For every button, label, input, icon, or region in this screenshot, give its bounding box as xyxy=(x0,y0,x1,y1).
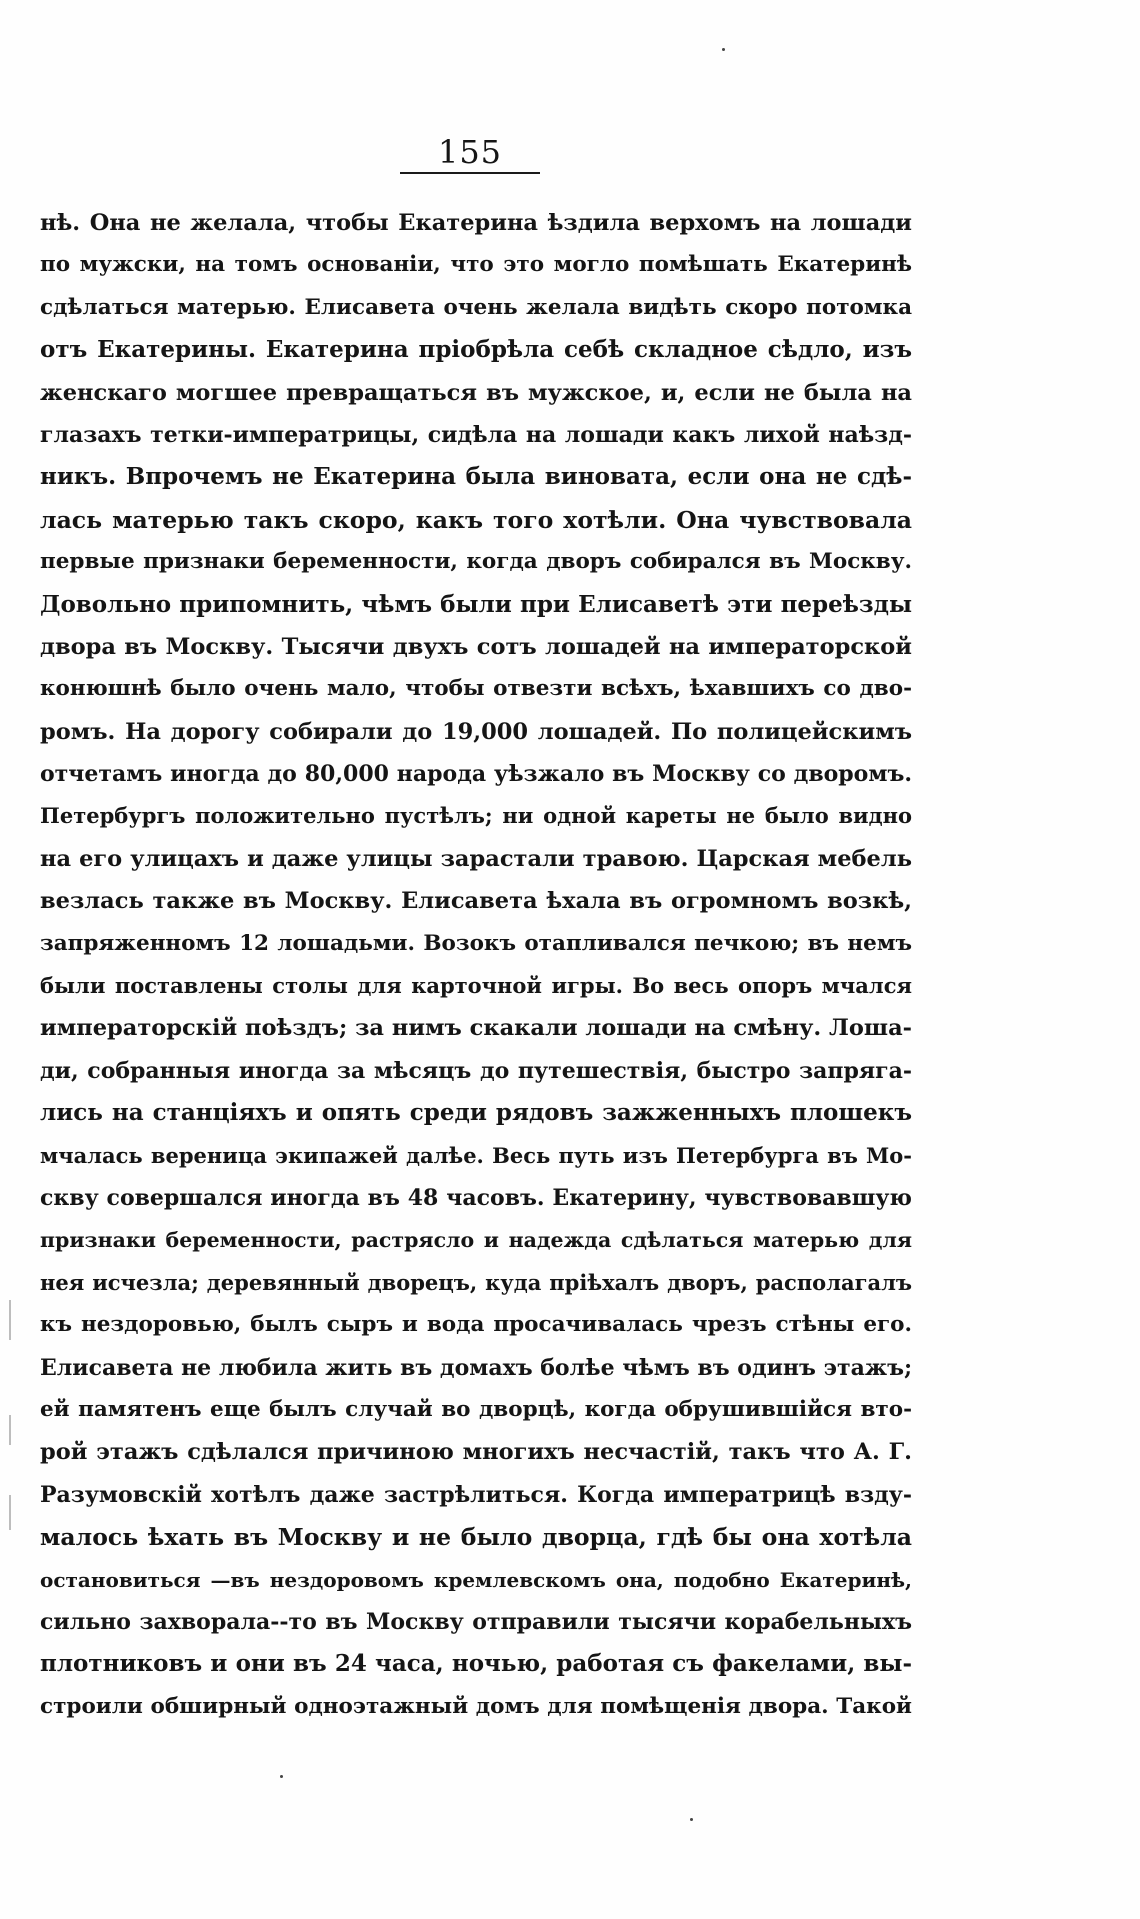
text-line: сдѣлаться матерью. Елисавета очень желала видѣть скоро потомка xyxy=(40,294,912,320)
body-text xyxy=(40,202,912,1728)
text-line: плотниковъ и они въ 24 часа, ночью, работая съ факелами, вы- xyxy=(40,1650,912,1678)
text-line: нея исчезла; деревянный дворецъ, куда пріѣхалъ дворъ, располагалъ xyxy=(40,1269,912,1295)
text-line: Петербургъ положительно пустѣлъ; ни одной кареты не было видно xyxy=(40,803,912,829)
text-line: отчетамъ иногда до 80,000 народа уѣзжало въ Москву со дворомъ. xyxy=(40,761,912,788)
text-line: остановиться —въ нездоровомъ кремлевскомъ она, подобно Екатеринѣ, xyxy=(40,1567,912,1592)
text-line: мчалась вереница экипажей далѣе. Весь путь изъ Петербурга въ Мо- xyxy=(40,1142,912,1168)
text-line: Елисавета не любила жить въ домахъ болѣе чѣмъ въ одинъ этажъ; xyxy=(40,1354,913,1381)
text-line: къ нездоровью, былъ сыръ и вода просачивалась чрезъ стѣны его. xyxy=(40,1312,912,1338)
text-line: никъ. Впрочемъ не Екатерина была виновата, если она не сдѣ- xyxy=(40,463,912,491)
text-line: конюшнѣ было очень мало, чтобы отвезти всѣхъ, ѣхавшихъ со дво- xyxy=(40,676,912,702)
text-line: глазахъ тетки-императрицы, сидѣла на лошади какъ лихой наѣзд- xyxy=(40,421,912,448)
text-line: первые признаки беременности, когда дворъ собирался въ Москву. xyxy=(40,549,912,575)
text-line: лись на станціяхъ и опять среди рядовъ зажженныхъ плошекъ xyxy=(40,1099,912,1127)
scan-speck xyxy=(280,1775,283,1778)
text-line: рой этажъ сдѣлался причиною многихъ несчастій, такъ что А. Г. xyxy=(40,1439,912,1466)
text-line: были поставлены столы для карточной игры. Во весь опоръ мчался xyxy=(40,973,912,999)
text-line: ей памятенъ еще былъ случай во дворцѣ, когда обрушившійся вто- xyxy=(40,1396,912,1422)
text-line: ромъ. На дорогу собирали до 19,000 лошадей. По полицейскимъ xyxy=(40,718,912,745)
page-number: 155 xyxy=(437,133,503,171)
text-line: скву совершался иногда въ 48 часовъ. Екатерину, чувствовавшую xyxy=(40,1184,912,1211)
text-line: запряженномъ 12 лошадьми. Возокъ отапливался печкою; въ немъ xyxy=(40,930,912,956)
text-line: ди, собранныя иногда за мѣсяцъ до путешествія, быстро запряга- xyxy=(40,1057,912,1084)
scan-margin-mark xyxy=(9,1415,11,1445)
text-line: малось ѣхать въ Москву и не было дворца, гдѣ бы она хотѣла xyxy=(40,1523,912,1552)
text-line: сильно захворала--то въ Москву отправили тысячи корабельныхъ xyxy=(40,1608,912,1635)
text-line: признаки беременности, растрясло и надежда сдѣлаться матерью для xyxy=(40,1228,912,1253)
text-line: императорскій поѣздъ; за нимъ скакали лошади на смѣну. Лоша- xyxy=(40,1015,913,1042)
text-line: по мужски, на томъ основаніи, что это могло помѣшать Екатеринѣ xyxy=(40,252,912,278)
text-line: лась матерью такъ скоро, какъ того хотѣли. Она чувствовала xyxy=(40,505,912,534)
scan-margin-mark xyxy=(9,1495,11,1530)
text-line: отъ Екатерины. Екатерина пріобрѣла себѣ складное сѣдло, изъ xyxy=(40,336,912,364)
text-line: строили обширный одноэтажный домъ для помѣщенія двора. Такой xyxy=(40,1693,912,1719)
scan-margin-mark xyxy=(9,1300,11,1340)
text-line: Разумовскій хотѣлъ даже застрѣлиться. Когда императрицѣ взду- xyxy=(40,1481,912,1508)
text-line: двора въ Москву. Тысячи двухъ сотъ лошадей на императорской xyxy=(40,633,912,660)
text-line: на его улицахъ и даже улицы зарастали травою. Царская мебель xyxy=(40,845,912,872)
text-line: Довольно припомнить, чѣмъ были при Елисаветѣ эти переѣзды xyxy=(40,590,912,618)
scan-speck xyxy=(690,1818,693,1821)
text-line: нѣ. Она не желала, чтобы Екатерина ѣздила верхомъ на лошади xyxy=(40,210,912,236)
header-rule xyxy=(400,172,540,174)
text-line: женскаго могшее превращаться въ мужское, и, если не была на xyxy=(40,379,912,406)
scan-speck xyxy=(722,48,725,51)
text-line: везлась также въ Москву. Елисавета ѣхала въ огромномъ возкѣ, xyxy=(40,888,912,915)
